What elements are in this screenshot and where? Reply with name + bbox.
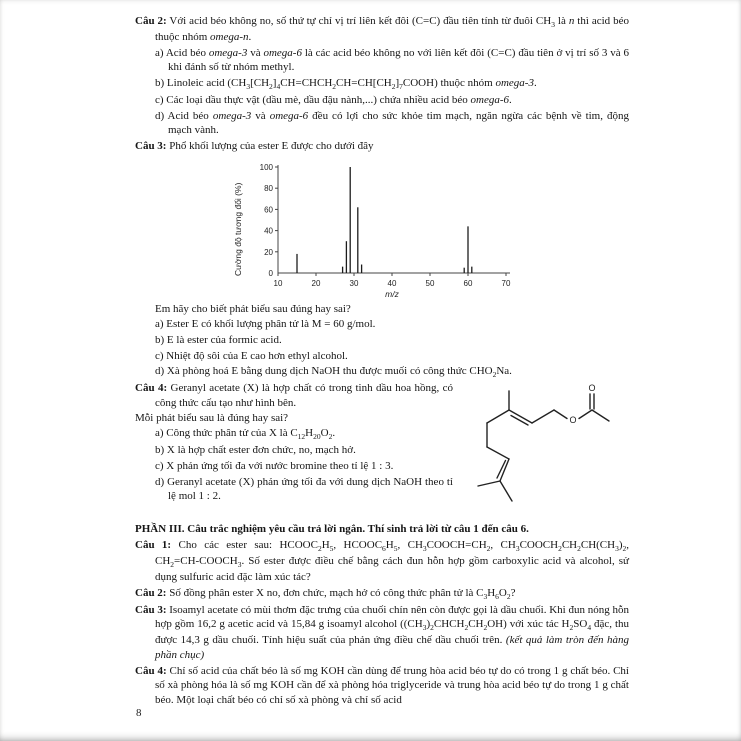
svg-text:30: 30	[349, 278, 359, 288]
question-4-intro: Geranyl acetate (X) là hợp chất có trong tinh dầu hoa hồng, có công thức cấu tạo như hình bên.	[155, 382, 453, 409]
chart-y-axis-label: Cường độ tương đối (%)	[233, 181, 243, 276]
page-content	[135, 13, 629, 708]
mass-spectrum-figure	[233, 159, 629, 299]
svg-text:80: 80	[264, 183, 274, 193]
ester-oxygen-label: O	[569, 415, 577, 426]
question-3-label: Câu 3:	[135, 140, 167, 153]
svg-text:70: 70	[501, 278, 511, 288]
question-4-option-b: b) X là hợp chất ester đơn chức, no, mạch hở.	[155, 444, 356, 457]
question-4-option-d: d) Geranyl acetate (X) phản ứng tối đa với dung dịch NaOH theo tỉ lệ mol 1 : 2.	[155, 475, 453, 503]
question-4-label: Câu 4:	[135, 382, 168, 395]
question-3-option-d: d) Xà phòng hoá E bằng dung dịch NaOH thu được muối có công thức $CHO_2Na$.	[155, 365, 512, 380]
part3-heading-note: Thí sinh trả lời từ câu 1 đến câu 6.	[367, 522, 529, 535]
question-4-prompt: Mỗi phát biểu sau là đúng hay sai?	[135, 411, 289, 424]
question-2-option-c: c) Các loại dầu thực vật (dầu mè, dầu đậu nành,...) chứa nhiều acid béo omega-6.	[155, 94, 512, 107]
part3-question-3-label: Câu 3:	[135, 603, 167, 616]
svg-text:10: 10	[273, 278, 283, 288]
part3-question-1-text: Cho các ester sau: $HCOOC_2H_5$, $HCOOC_6H_5$, $CH_3COOCH=CH_2$, $CH_3COOCH_2CH_2CH(CH_3)_2$, $CH_2=CH-COOCH_3$. Số ester được điều chế bằng cách đun hỗn hợp gồm carboxylic acid và alcohol, sử dụng sulfuric acid đặc làm xúc tác?	[155, 538, 630, 583]
svg-text:60: 60	[264, 205, 274, 215]
question-3-prompt: Em hãy cho biết phát biểu sau đúng hay sai?	[155, 302, 351, 315]
svg-text:100: 100	[259, 162, 274, 172]
question-3	[135, 139, 629, 154]
question-2-option-a: a) Acid béo omega-3 và omega-6 là các acid béo không no với liên kết đôi (C=C) đầu tiên ở vị trí số 3 và 6 khi đánh số từ nhóm methyl.	[155, 46, 629, 74]
part3-question-2-label: Câu 2:	[135, 586, 167, 599]
svg-text:m/z: m/z	[385, 288, 400, 299]
svg-text:60: 60	[463, 278, 473, 288]
part3-question-4	[135, 664, 629, 708]
question-2-option-b: b) Linoleic acid $(CH_3[CH_2]_4CH=CHCH_2CH=CH[CH_2]_7COOH)$ thuộc nhóm omega-3.	[155, 77, 537, 92]
carbonyl-oxygen-label: O	[588, 383, 596, 394]
question-4-option-a: a) Công thức phân tử của X là $C_{12}H_{20}O_2$.	[155, 427, 336, 442]
part3-heading-text: PHẦN III. Câu trắc nghiệm yêu cầu trả lời ngắn.	[135, 522, 366, 535]
question-3-intro: Phổ khối lượng của ester E được cho dưới đây	[169, 140, 374, 153]
question-2	[135, 14, 629, 45]
part3-question-4-label: Câu 4:	[135, 664, 167, 677]
mass-spectrum-svg	[244, 159, 518, 299]
svg-text:40: 40	[264, 226, 274, 236]
svg-text:20: 20	[264, 247, 274, 257]
part3-question-1	[135, 538, 629, 585]
svg-text:0: 0	[268, 268, 274, 278]
question-3-option-a: a) Ester E có khối lượng phân tử là M = 60 g/mol.	[155, 318, 376, 331]
part3-question-3	[135, 603, 629, 663]
question-4-option-c: c) X phản ứng tối đa với nước bromine theo tỉ lệ 1 : 3.	[155, 460, 394, 472]
question-4-block	[135, 381, 629, 504]
question-2-label: Câu 2:	[135, 15, 167, 27]
part3-question-4-text: Chỉ số acid của chất béo là số mg KOH cần dùng để trung hòa acid béo tự do có trong 1 g chất béo. Chỉ số xà phòng hóa là số mg KOH cần để xà phòng hóa triglyceride và trung hòa acid béo tự do trong 1 g chất béo. Một loại chất béo có chỉ số xà phòng và chỉ số acid	[155, 664, 629, 706]
part3-question-1-label: Câu 1:	[135, 538, 172, 551]
svg-text:50: 50	[425, 278, 435, 288]
part3-heading	[135, 522, 629, 537]
question-3-option-c: c) Nhiệt độ sôi của E cao hơn ethyl alcohol.	[155, 349, 348, 362]
part3-question-2	[135, 586, 629, 602]
question-3-option-b: b) E là ester của formic acid.	[155, 333, 282, 346]
svg-text:20: 20	[311, 278, 321, 288]
geranyl-acetate-structure	[457, 383, 627, 515]
question-2-option-d: d) Acid béo omega-3 và omega-6 đều có lợi cho sức khỏe tim mạch, ngăn ngừa các bệnh về tim, động mạch vành.	[155, 109, 629, 137]
geranyl-acetate-figure	[457, 383, 629, 520]
page-number: 8	[136, 707, 142, 719]
question-2-intro: Với acid béo không no, số thứ tự chỉ vị trí liên kết đôi (C=C) đầu tiên tính từ đuôi $CH_3$ là n thì acid béo thuộc nhóm omega-n.	[155, 15, 629, 44]
part3-question-3-text: Isoamyl acetate có mùi thơm đặc trưng của chuối chín nên còn được gọi là dầu chuối. Khi đun nóng hỗn hợp gồm 16,2 g acetic acid và 15,84 g isoamyl alcohol $((CH_3)_2CHCH_2CH_2OH)$ với xúc tác $H_2SO_4$ đặc, thu được 14,3 g dầu chuối. Tính hiệu suất của phản ứng điều chế dầu chuối trên. (kết quả làm tròn đến hàng phần chục)	[155, 603, 630, 662]
svg-text:40: 40	[387, 278, 397, 288]
part3-question-2-text: Số đồng phân ester X no, đơn chức, mạch hở có công thức phân tử là $C_3H_6O_2$?	[169, 586, 516, 601]
